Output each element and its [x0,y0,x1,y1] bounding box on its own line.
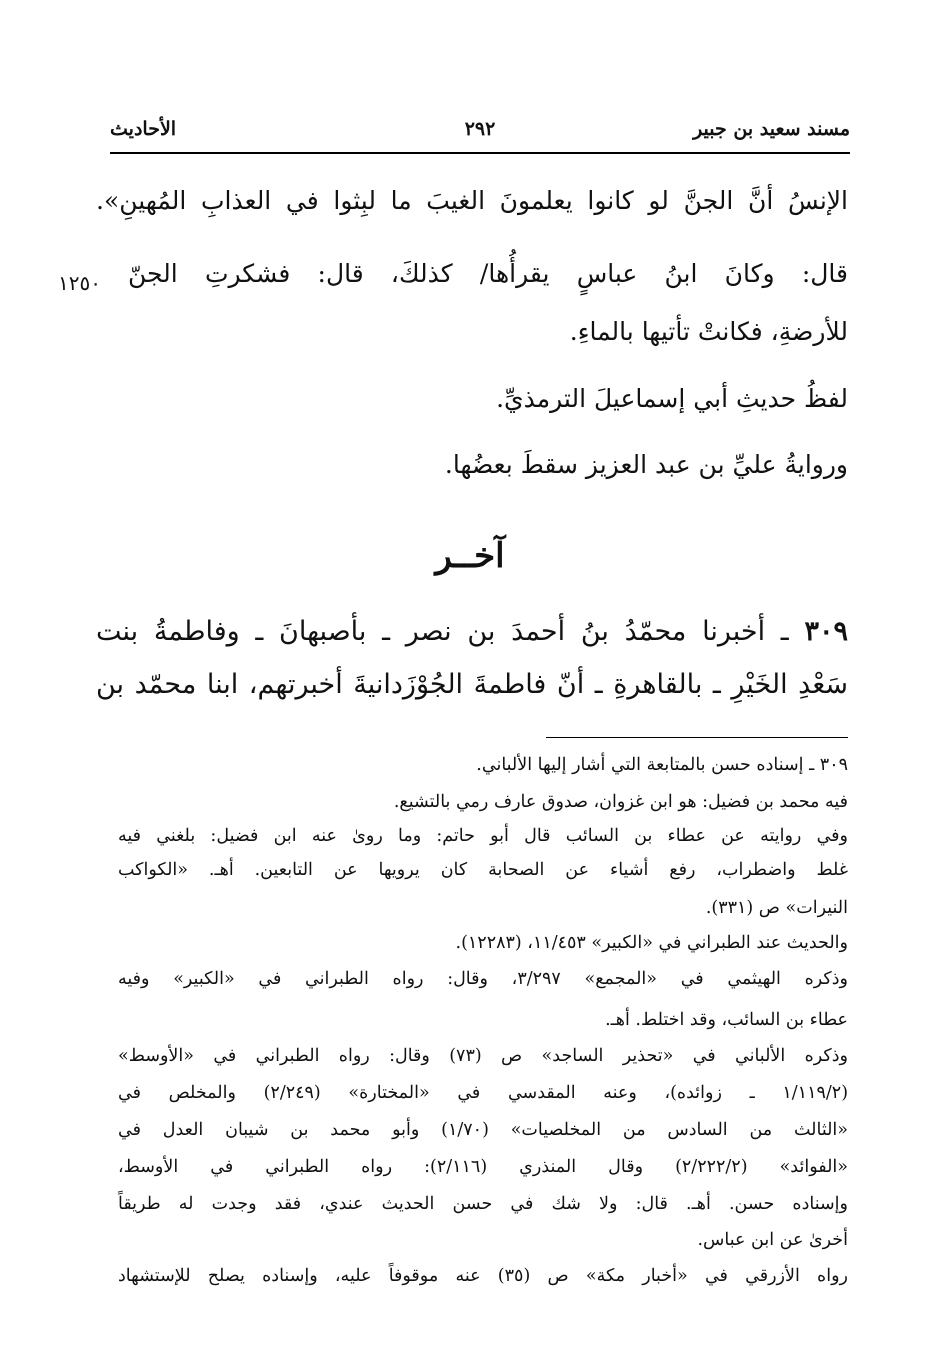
body-line: قال: وكانَ ابنُ عباسٍ يقرأُها/ كذلكَ، قال: فشكرتِ الجنّ [128,259,848,288]
footnote-line: النيرات» ص (٣٣١). [705,898,848,918]
body-line: لفظُ حديثِ أبي إسماعيلَ الترمذيِّ. [496,384,848,413]
footnote-line: (١/١١٩/٢ ـ زوائده)، وعنه المقدسي في «المختارة» (٢/٢٤٩) والمخلص في [118,1083,849,1103]
hadith-text-line: سَعْدِ الخَيْرِ ـ بالقاهرةِ ـ أنّ فاطمةَ الجُوْزَدانيةَ أخبرتهم، ابنا محمّد بن [96,669,848,700]
footnote-line: غلط واضطراب، رفع أشياء عن الصحابة كان يرويها عن التابعين. أهـ. «الكواكب [118,860,848,880]
body-line: الإنسُ أنَّ الجنَّ لو كانوا يعلمونَ الغيبَ ما لبِثوا في العذابِ المُهينِ». [96,186,848,215]
header-rule [110,152,850,154]
hadith-number: ٣٠٩ [804,616,848,647]
footnote-line: والحديث عند الطبراني في «الكبير» ١١/٤٥٣، (١٢٢٨٣). [455,933,848,953]
header-section-title: الأحاديث [110,118,177,140]
footnote-line: «الثالث من السادس من المخلصيات» (١/٧٠) وأبو محمد بن شيبان العدل في [118,1120,848,1140]
footnote-rule [546,737,848,738]
footnote-line: فيه محمد بن فضيل: هو ابن غزوان، صدوق عارف رمي بالتشيع. [393,792,848,812]
footnote-line: وإسناده حسن. أهـ. قال: ولا شك في حسن الحديث عندي، فقد وجدت له طريقاً [118,1194,848,1214]
footnote-line: عطاء بن السائب، وقد اختلط. أهـ. [605,1010,848,1030]
running-header [110,118,850,152]
footnote-line: وذكره الألباني في «تحذير الساجد» ص (٧٣) وقال: رواه الطبراني في «الأوسط» [118,1046,849,1066]
footnote-line: رواه الأزرقي في «أخبار مكة» ص (٣٥) عنه موقوفاً عليه، وإسناده يصلح للإستشهاد [118,1266,848,1286]
body-line: وروايةُ عليِّ بن عبد العزيز سقطَ بعضُها. [444,450,848,479]
footnote-line: وفي روايته عن عطاء بن السائب قال أبو حاتم: وما روىٰ عنه ابن فضيل: بلغني فيه [118,826,848,846]
hadith-text: ـ أخبرنا محمّدُ بنُ أحمدَ بن نصر ـ بأصبهانَ ـ وفاطمةُ بنت [96,616,789,647]
hadith-first-line [96,616,848,647]
footnote-line: وذكره الهيثمي في «المجمع» ٣/٢٩٧، وقال: رواه الطبراني في «الكبير» وفيه [118,969,848,989]
footnote-line: ٣٠٩ ـ إسناده حسن بالمتابعة التي أشار إليها الألباني. [476,755,848,775]
page-number: ٢٩٢ [464,118,496,140]
section-title: آخــر [435,536,505,576]
footnote-line: أخرىٰ عن ابن عباس. [697,1230,848,1250]
manuscript-folio-note: ١٢٥٠ [58,271,101,295]
header-book-title: مسند سعيد بن جبير [693,118,850,140]
body-line: للأرضةِ، فكانتْ تأتيها بالماءِ. [569,317,848,346]
footnote-line: «الفوائد» (٢/٢٢٢/٢) وقال المنذري (٢/١١٦): رواه الطبراني في الأوسط، [118,1157,848,1177]
